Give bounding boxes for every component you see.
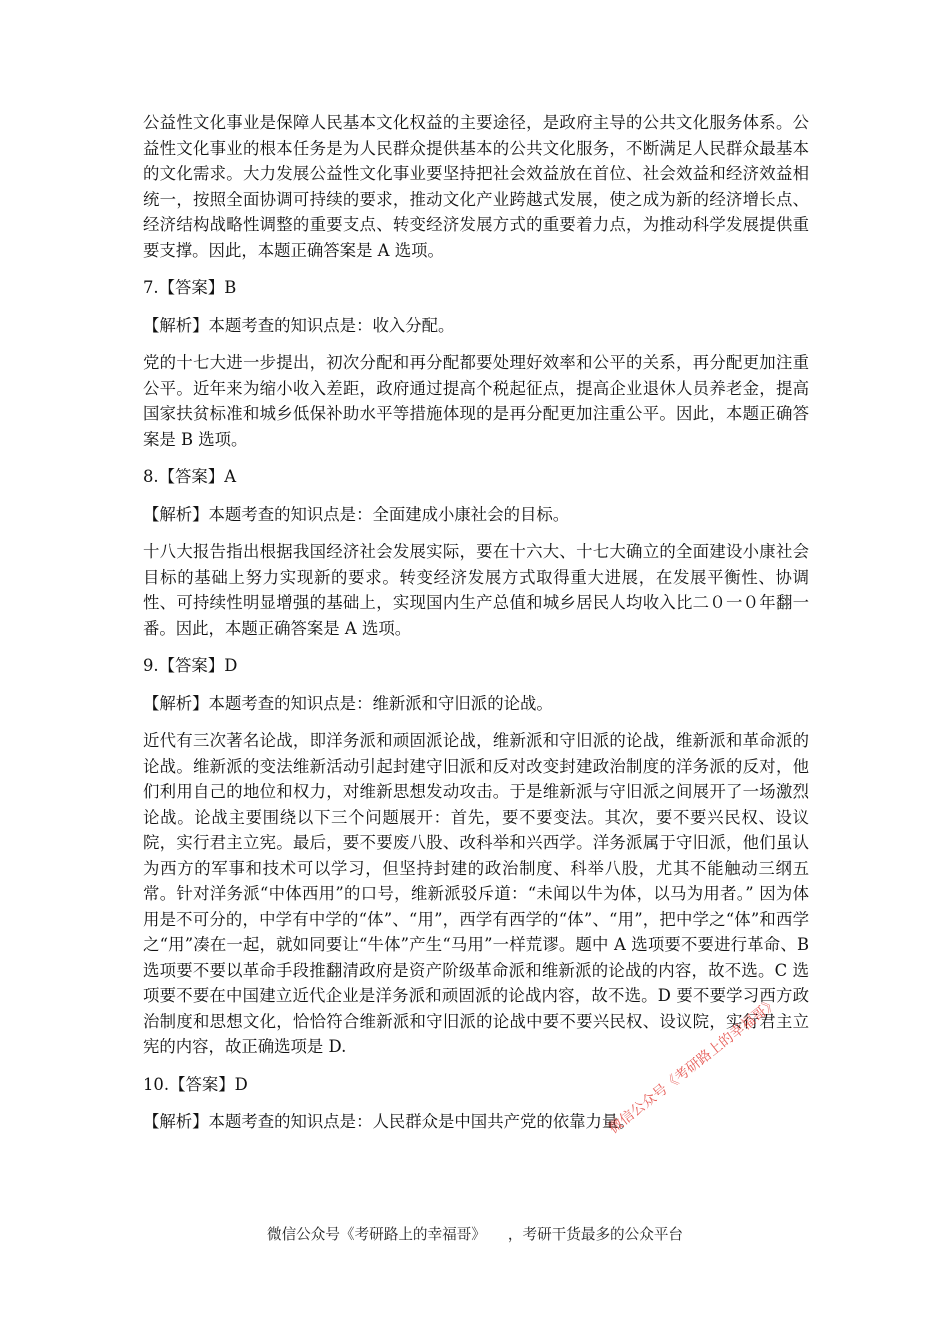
paragraph-culture-undertaking: 公益性文化事业是保障人民基本文化权益的主要途径，是政府主导的公共文化服务体系。公益性文化事业的根本任务是为人民群众提供基本的公共文化服务，不断满足人民群众最基本的文化需求。大力发展公益性文化事业要坚持把社会效益放在首位、社会效益和经济效益相统一，按照全面协调可持续的要求，推动文化产业跨越式发展，使之成为新的经济增长点、经济结构战略性调整的重要支点、转变经济发展方式的重要着力点，为推动科学发展提供重要支撑。因此，本题正确答案是 A 选项。	[143, 113, 809, 260]
explanation-7: 党的十七大进一步提出，初次分配和再分配都要处理好效率和公平的关系，再分配更加注重公平。近年来为缩小收入差距，政府通过提高个税起征点，提高企业退休人员养老金，提高国家扶贫标准和城乡低保补助水平等措施体现的是再分配更加注重公平。因此，本题正确答案是 B 选项。	[143, 353, 809, 449]
answer-9: 9.【答案】D	[143, 656, 238, 675]
analysis-10: 【解析】本题考查的知识点是：人民群众是中国共产党的依靠力量。	[143, 1112, 635, 1131]
analysis-9: 【解析】本题考查的知识点是：维新派和守旧派的论战。	[143, 693, 553, 713]
page-footer	[0, 1223, 950, 1244]
watermark-stamp: 微信公众号《考研路上的幸福哥》	[605, 995, 782, 1137]
answer-7: 7.【答案】B	[143, 278, 237, 297]
answer-8: 8.【答案】A	[143, 467, 237, 486]
analysis-7: 【解析】本题考查的知识点是：收入分配。	[143, 315, 455, 335]
explanation-8: 十八大报告指出根据我国经济社会发展实际，要在十六大、十七大确立的全面建设小康社会目标的基础上努力实现新的要求。转变经济发展方式取得重大进展，在发展平衡性、协调性、可持续性明显增强的基础上，实现国内生产总值和城乡居民人均收入比二０一０年翻一番。因此，本题正确答案是 A 选项。	[143, 542, 809, 638]
footer-account: 微信公众号《考研路上的幸福哥》	[266, 1226, 486, 1243]
footer-tagline: ，考研干货最多的公众平台	[507, 1226, 684, 1243]
analysis-8: 【解析】本题考查的知识点是：全面建成小康社会的目标。	[143, 504, 570, 524]
answer-10: 10.【答案】D	[143, 1074, 248, 1094]
explanation-9: 近代有三次著名论战，即洋务派和顽固派论战，维新派和守旧派的论战，维新派和革命派的论战。维新派的变法维新活动引起封建守旧派和反对改变封建政治制度的洋务派的反对，他们利用自己的地位和权力，对维新思想发动攻击。于是维新派与守旧派之间展开了一场激烈论战。论战主要围绕以下三个问题展开：首先，要不要变法。其次，要不要兴民权、设议院，实行君主立宪。最后，要不要废八股、改科举和兴西学。洋务派属于守旧派，他们虽认为西方的军事和技术可以学习，但坚持封建的政治制度、科举八股，尤其不能触动三纲五常。针对洋务派“中体西用”的口号，维新派驳斥道：“未闻以牛为体，以马为用者。” 因为体用是不可分的，中学有中学的“体”、“用”，西学有西学的“体”、“用”，把中学之“体”和西学之“用”凑在一起，就如同要让“牛体”产生“马用”一样荒谬。题中 A 选项要不要进行革命、B 选项要不要以革命手段推翻清政府是资产阶级革命派和维新派的论战的内容，故不选。C 选项要不要在中国建立近代企业是洋务派和顽固派的论战内容，故不选。D 要不要学习西方政治制度和思想文化，恰恰符合维新派和守旧派的论战中要不要兴民权、设议院，实行君主立宪的内容，故正确选项是 D.	[143, 731, 809, 1056]
document-body	[143, 110, 809, 1135]
